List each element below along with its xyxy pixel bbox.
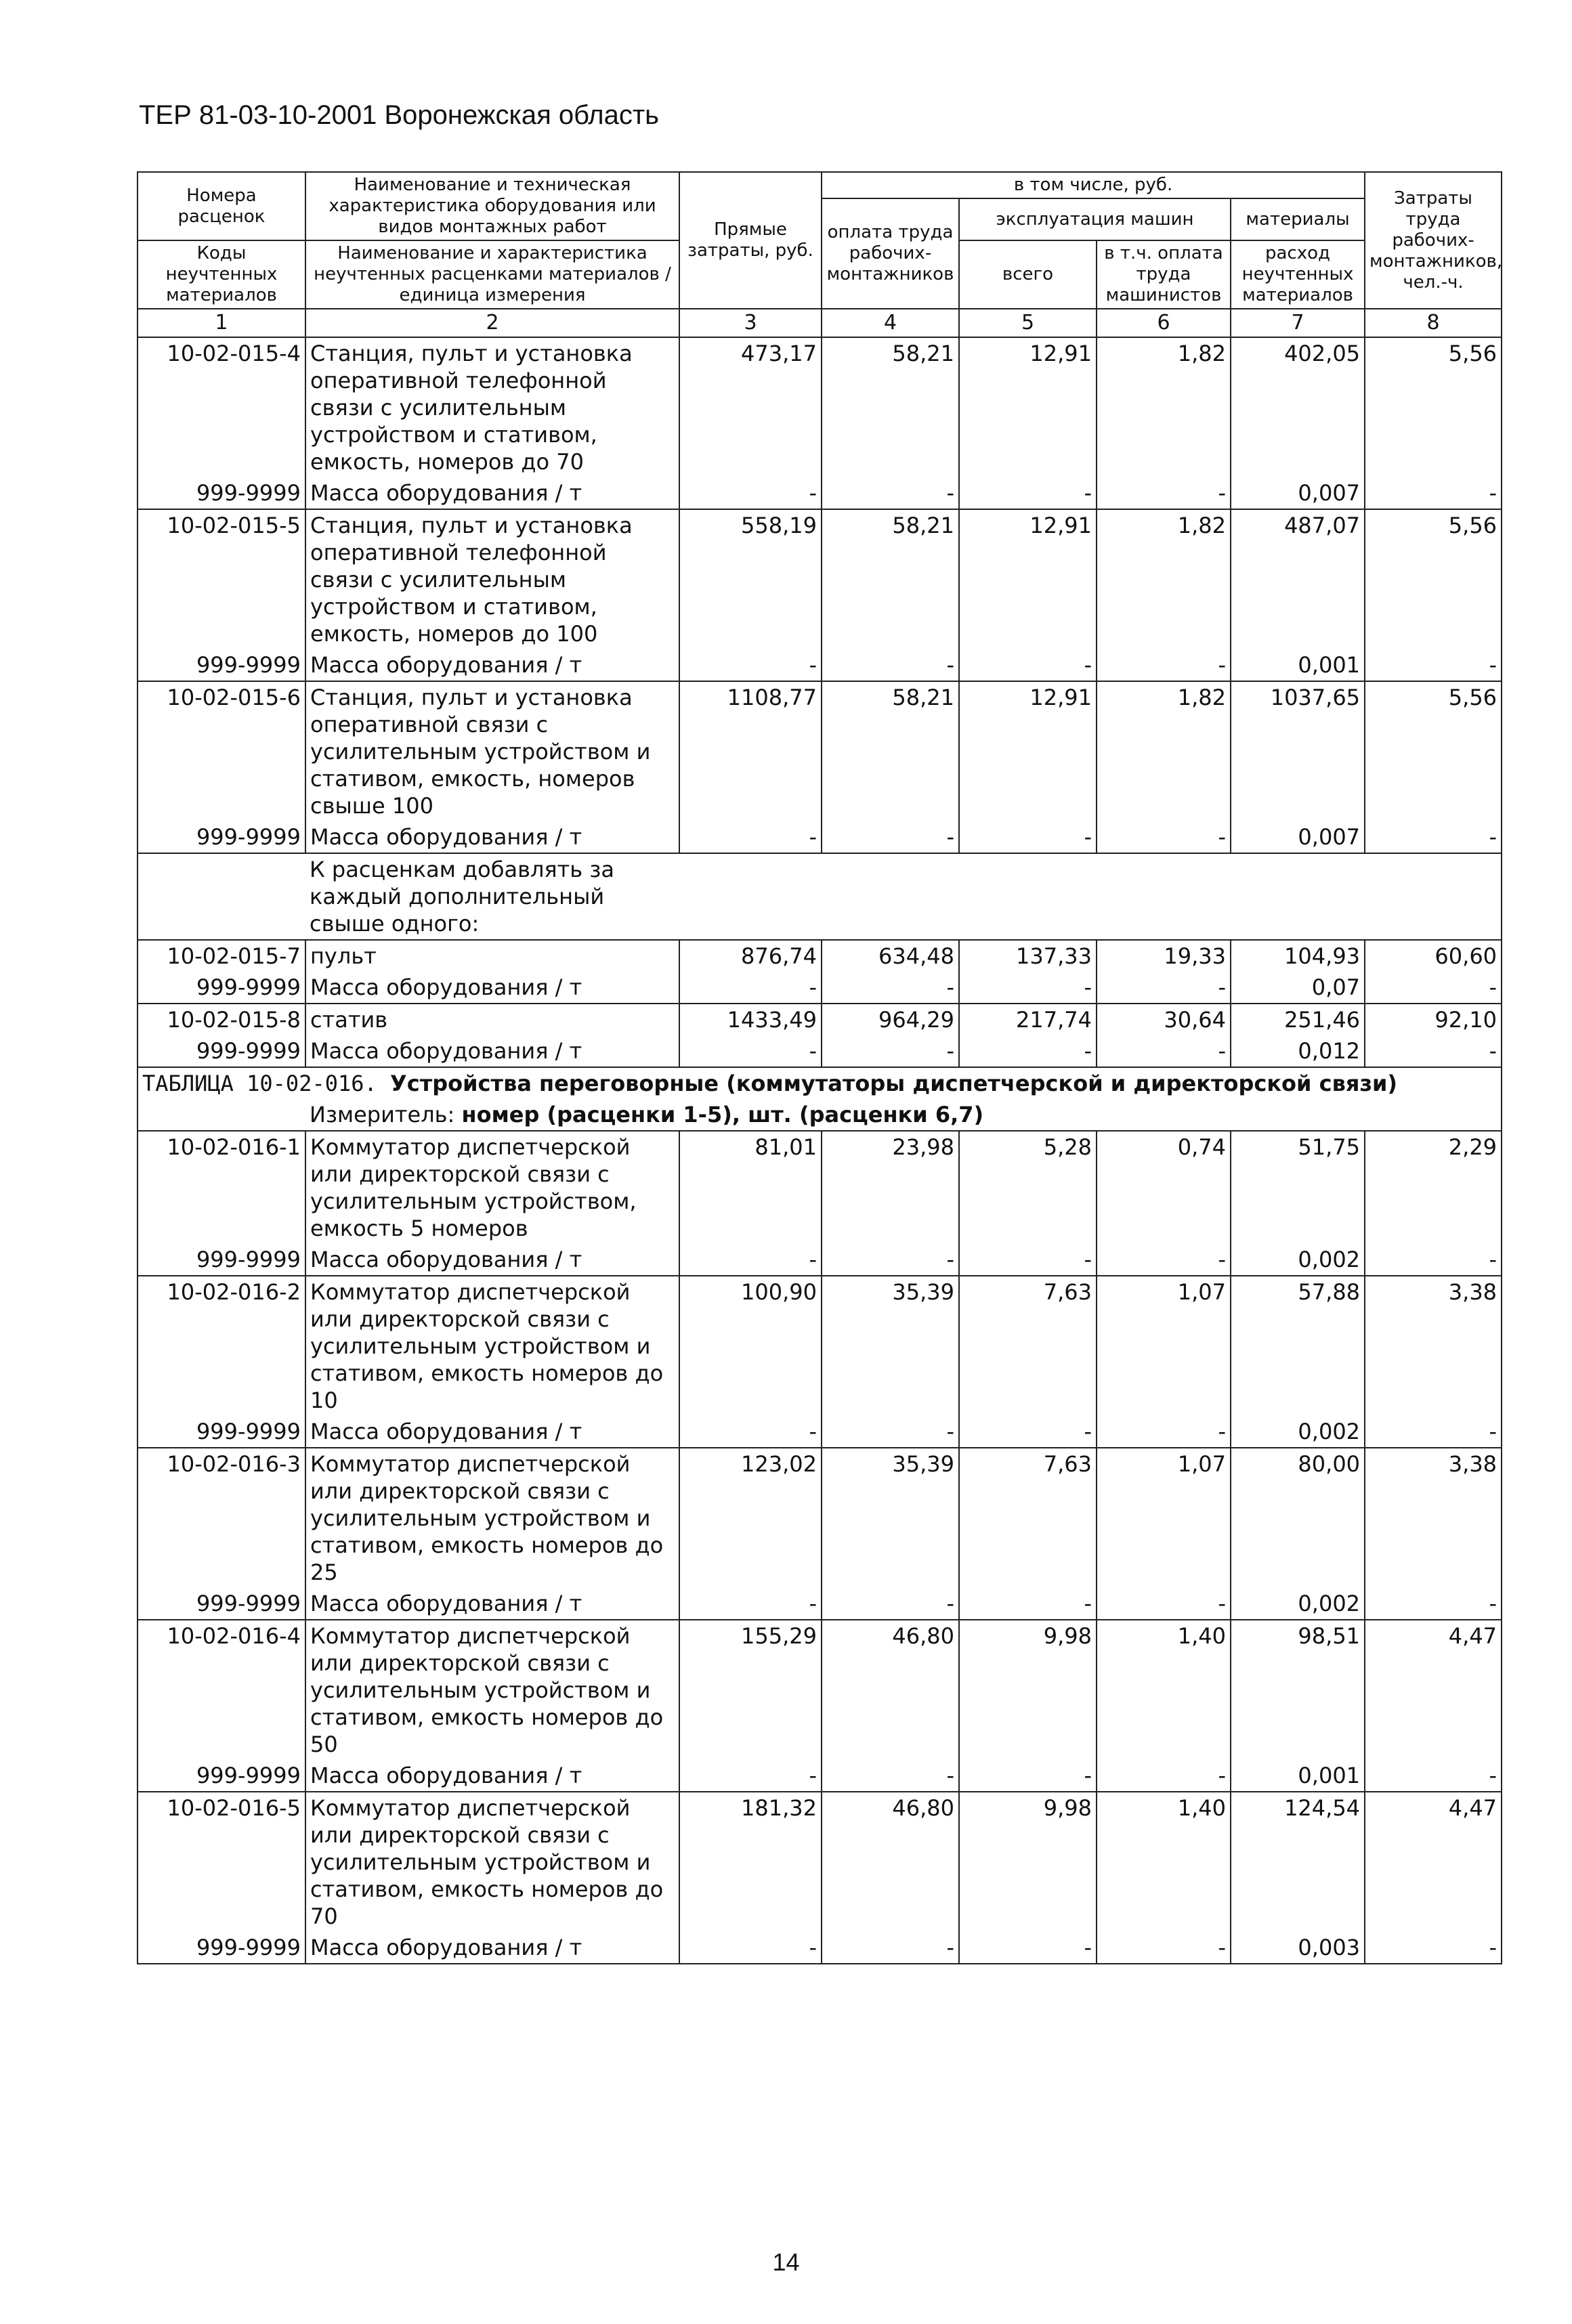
machines-total-value: 9,98 xyxy=(959,1792,1097,1932)
direct-costs-value: 1433,49 xyxy=(679,1004,822,1035)
rate-row xyxy=(137,681,1502,821)
table-title xyxy=(137,1067,1502,1099)
column-number: 3 xyxy=(679,309,822,337)
machinist-pay-value: 1,07 xyxy=(1097,1276,1231,1416)
material-row xyxy=(137,1244,1502,1276)
rate-code: 10-02-015-4 xyxy=(137,337,305,477)
worker-pay-value: - xyxy=(822,972,959,1004)
header-rate-numbers: Номера расценок xyxy=(137,172,305,240)
machines-total-value: - xyxy=(959,649,1097,681)
rates-table xyxy=(137,171,1502,1964)
labor-costs-value: - xyxy=(1365,1932,1502,1964)
rate-name: Станция, пульт и установка оперативной телефонной связи с усилительным устройством и стативом, емкость, номеров до 100 xyxy=(305,509,679,649)
worker-pay-value: - xyxy=(822,477,959,509)
worker-pay-value: 964,29 xyxy=(822,1004,959,1035)
worker-pay-value: - xyxy=(822,1932,959,1964)
column-numbers-row xyxy=(137,309,1502,337)
machines-total-value: 7,63 xyxy=(959,1276,1097,1416)
rate-code: 10-02-015-8 xyxy=(137,1004,305,1035)
rows-table-015-additional xyxy=(137,940,1502,1067)
rate-name: Масса оборудования / т xyxy=(305,649,679,681)
labor-costs-value: 5,56 xyxy=(1365,681,1502,821)
machines-total-value: - xyxy=(959,972,1097,1004)
direct-costs-value: 876,74 xyxy=(679,940,822,972)
rate-code: 10-02-015-5 xyxy=(137,509,305,649)
machines-total-value: 12,91 xyxy=(959,681,1097,821)
material-row xyxy=(137,1760,1502,1792)
table-title-section xyxy=(137,1067,1502,1131)
rate-name: Коммутатор диспетчерской или директорской связи с усилительным устройством и стативом, емкость номеров до 25 xyxy=(305,1448,679,1588)
measure-text: номер (расценки 1-5), шт. (расценки 6,7) xyxy=(461,1102,984,1127)
rate-row xyxy=(137,940,1502,972)
machinist-pay-value: 19,33 xyxy=(1097,940,1231,972)
materials-value: 0,002 xyxy=(1231,1244,1365,1276)
machines-total-value: - xyxy=(959,477,1097,509)
materials-value: 0,007 xyxy=(1231,477,1365,509)
header-material-names: Наименование и характеристика неучтенных расценками материалов / единица измерения xyxy=(305,240,679,309)
labor-costs-value: 4,47 xyxy=(1365,1620,1502,1760)
rate-row xyxy=(137,1448,1502,1588)
labor-costs-value: - xyxy=(1365,1035,1502,1067)
machines-total-value: 137,33 xyxy=(959,940,1097,972)
materials-value: 98,51 xyxy=(1231,1620,1365,1760)
direct-costs-value: 123,02 xyxy=(679,1448,822,1588)
header-materials: материалы xyxy=(1231,198,1365,240)
table-title-text: Устройства переговорные (коммутаторы диспетчерской и директорской связи) xyxy=(390,1071,1397,1096)
materials-value: 1037,65 xyxy=(1231,681,1365,821)
machinist-pay-value: 1,82 xyxy=(1097,337,1231,477)
rate-code: 10-02-016-5 xyxy=(137,1792,305,1932)
direct-costs-value: - xyxy=(679,1932,822,1964)
materials-value: 57,88 xyxy=(1231,1276,1365,1416)
column-number: 2 xyxy=(305,309,679,337)
materials-value: 0,002 xyxy=(1231,1588,1365,1620)
rate-row xyxy=(137,337,1502,477)
direct-costs-value: - xyxy=(679,1416,822,1448)
materials-value: 80,00 xyxy=(1231,1448,1365,1588)
column-number: 7 xyxy=(1231,309,1365,337)
worker-pay-value: - xyxy=(822,821,959,853)
materials-value: 0,012 xyxy=(1231,1035,1365,1067)
labor-costs-value: 5,56 xyxy=(1365,509,1502,649)
rate-row xyxy=(137,1131,1502,1244)
machinist-pay-value: - xyxy=(1097,649,1231,681)
labor-costs-value: - xyxy=(1365,1244,1502,1276)
note-additional: К расценкам добавлять за каждый дополнительный свыше одного: xyxy=(305,853,679,940)
rate-name: Масса оборудования / т xyxy=(305,1035,679,1067)
machines-total-value: - xyxy=(959,1588,1097,1620)
material-row xyxy=(137,1035,1502,1067)
labor-costs-value: - xyxy=(1365,972,1502,1004)
direct-costs-value: 155,29 xyxy=(679,1620,822,1760)
worker-pay-value: - xyxy=(822,649,959,681)
direct-costs-value: 81,01 xyxy=(679,1131,822,1244)
worker-pay-value: - xyxy=(822,1244,959,1276)
column-number: 4 xyxy=(822,309,959,337)
materials-value: 51,75 xyxy=(1231,1131,1365,1244)
labor-costs-value: - xyxy=(1365,477,1502,509)
measure-prefix: Измеритель: xyxy=(310,1102,455,1127)
materials-value: 0,001 xyxy=(1231,649,1365,681)
rate-code: 10-02-016-1 xyxy=(137,1131,305,1244)
header-work-name: Наименование и техническая характеристика оборудования или видов монтажных работ xyxy=(305,172,679,240)
worker-pay-value: 35,39 xyxy=(822,1448,959,1588)
worker-pay-value: 58,21 xyxy=(822,681,959,821)
machinist-pay-value: - xyxy=(1097,1760,1231,1792)
document-header: ТЕР 81-03-10-2001 Воронежская область xyxy=(139,100,660,130)
labor-costs-value: 2,29 xyxy=(1365,1131,1502,1244)
rate-row xyxy=(137,1620,1502,1760)
machinist-pay-value: 1,82 xyxy=(1097,509,1231,649)
worker-pay-value: 35,39 xyxy=(822,1276,959,1416)
rate-name: Масса оборудования / т xyxy=(305,1760,679,1792)
direct-costs-value: - xyxy=(679,1244,822,1276)
worker-pay-value: - xyxy=(822,1760,959,1792)
labor-costs-value: - xyxy=(1365,821,1502,853)
rate-name: Коммутатор диспетчерской или директорской связи с усилительным устройством и стативом, емкость номеров до 50 xyxy=(305,1620,679,1760)
measure-line xyxy=(305,1099,1502,1131)
machinist-pay-value: - xyxy=(1097,821,1231,853)
labor-costs-value: 3,38 xyxy=(1365,1276,1502,1416)
header-material-consumption: расход неучтенных материалов xyxy=(1231,240,1365,309)
rate-row xyxy=(137,1792,1502,1932)
direct-costs-value: - xyxy=(679,821,822,853)
worker-pay-value: - xyxy=(822,1416,959,1448)
materials-value: 487,07 xyxy=(1231,509,1365,649)
machines-total-value: - xyxy=(959,1760,1097,1792)
machines-total-value: - xyxy=(959,1932,1097,1964)
page-number: 14 xyxy=(772,2248,800,2276)
rate-code: 999-9999 xyxy=(137,972,305,1004)
materials-value: 251,46 xyxy=(1231,1004,1365,1035)
direct-costs-value: 558,19 xyxy=(679,509,822,649)
machines-total-value: 12,91 xyxy=(959,337,1097,477)
machinist-pay-value: - xyxy=(1097,477,1231,509)
labor-costs-value: 3,38 xyxy=(1365,1448,1502,1588)
rate-name: Масса оборудования / т xyxy=(305,821,679,853)
rate-name: Коммутатор диспетчерской или директорской связи с усилительным устройством и стативом, емкость номеров до 10 xyxy=(305,1276,679,1416)
labor-costs-value: 5,56 xyxy=(1365,337,1502,477)
labor-costs-value: - xyxy=(1365,1416,1502,1448)
labor-costs-value: 4,47 xyxy=(1365,1792,1502,1932)
header-machines-total: всего xyxy=(959,240,1097,309)
rate-name: Масса оборудования / т xyxy=(305,972,679,1004)
materials-value: 0,007 xyxy=(1231,821,1365,853)
direct-costs-value: - xyxy=(679,1760,822,1792)
rate-code: 999-9999 xyxy=(137,1244,305,1276)
rows-table-015 xyxy=(137,337,1502,853)
table-header xyxy=(137,172,1502,309)
rate-row xyxy=(137,1004,1502,1035)
direct-costs-value: - xyxy=(679,477,822,509)
rate-code: 999-9999 xyxy=(137,1416,305,1448)
machinist-pay-value: - xyxy=(1097,1932,1231,1964)
labor-costs-value: 60,60 xyxy=(1365,940,1502,972)
direct-costs-value: 181,32 xyxy=(679,1792,822,1932)
machines-total-value: - xyxy=(959,1244,1097,1276)
rate-code: 999-9999 xyxy=(137,1760,305,1792)
machinist-pay-value: 1,40 xyxy=(1097,1792,1231,1932)
header-labor-costs: Затраты труда рабочих-монтажников, чел.-ч. xyxy=(1365,172,1502,309)
worker-pay-value: 23,98 xyxy=(822,1131,959,1244)
direct-costs-value: 1108,77 xyxy=(679,681,822,821)
rate-name: Масса оборудования / т xyxy=(305,477,679,509)
machinist-pay-value: 0,74 xyxy=(1097,1131,1231,1244)
rate-name: статив xyxy=(305,1004,679,1035)
rate-name: Масса оборудования / т xyxy=(305,1416,679,1448)
header-including: в том числе, руб. xyxy=(822,172,1365,198)
materials-value: 0,001 xyxy=(1231,1760,1365,1792)
machinist-pay-value: 1,82 xyxy=(1097,681,1231,821)
worker-pay-value: - xyxy=(822,1588,959,1620)
machinist-pay-value: 1,07 xyxy=(1097,1448,1231,1588)
materials-value: 402,05 xyxy=(1231,337,1365,477)
rate-name: Масса оборудования / т xyxy=(305,1588,679,1620)
material-row xyxy=(137,1588,1502,1620)
column-number: 6 xyxy=(1097,309,1231,337)
column-number: 1 xyxy=(137,309,305,337)
header-direct-costs: Прямые затраты, руб. xyxy=(679,172,822,309)
rate-code: 10-02-016-4 xyxy=(137,1620,305,1760)
rate-code: 999-9999 xyxy=(137,1035,305,1067)
direct-costs-value: 473,17 xyxy=(679,337,822,477)
machines-total-value: 7,63 xyxy=(959,1448,1097,1588)
worker-pay-value: 634,48 xyxy=(822,940,959,972)
rate-code: 999-9999 xyxy=(137,649,305,681)
machines-total-value: 217,74 xyxy=(959,1004,1097,1035)
rate-code: 999-9999 xyxy=(137,821,305,853)
table-title-label: ТАБЛИЦА 10-02-016. xyxy=(142,1071,377,1096)
material-row xyxy=(137,1932,1502,1964)
direct-costs-value: - xyxy=(679,649,822,681)
rate-code: 10-02-016-2 xyxy=(137,1276,305,1416)
rate-code: 999-9999 xyxy=(137,477,305,509)
column-number: 8 xyxy=(1365,309,1502,337)
machines-total-value: 9,98 xyxy=(959,1620,1097,1760)
worker-pay-value: 58,21 xyxy=(822,509,959,649)
rate-name: Коммутатор диспетчерской или директорской связи с усилительным устройством и стативом, емкость номеров до 70 xyxy=(305,1792,679,1932)
rate-name: Масса оборудования / т xyxy=(305,1932,679,1964)
rows-table-016 xyxy=(137,1131,1502,1964)
direct-costs-value: - xyxy=(679,972,822,1004)
rate-code: 999-9999 xyxy=(137,1932,305,1964)
material-row xyxy=(137,1416,1502,1448)
rate-name: Станция, пульт и установка оперативной связи с усилительным устройством и стативом, емкость, номеров свыше 100 xyxy=(305,681,679,821)
rate-name: Коммутатор диспетчерской или директорской связи с усилительным устройством, емкость 5 номеров xyxy=(305,1131,679,1244)
rate-code: 10-02-015-7 xyxy=(137,940,305,972)
worker-pay-value: 58,21 xyxy=(822,337,959,477)
material-row xyxy=(137,477,1502,509)
direct-costs-value: 100,90 xyxy=(679,1276,822,1416)
machinist-pay-value: - xyxy=(1097,972,1231,1004)
labor-costs-value: - xyxy=(1365,1588,1502,1620)
header-machine-operation: эксплуатация машин xyxy=(959,198,1231,240)
rate-code: 10-02-016-3 xyxy=(137,1448,305,1588)
rate-code: 999-9999 xyxy=(137,1588,305,1620)
worker-pay-value: - xyxy=(822,1035,959,1067)
header-machinist-pay: в т.ч. оплата труда машинистов xyxy=(1097,240,1231,309)
materials-value: 0,002 xyxy=(1231,1416,1365,1448)
material-row xyxy=(137,972,1502,1004)
rate-row xyxy=(137,509,1502,649)
machinist-pay-value: - xyxy=(1097,1035,1231,1067)
header-worker-pay: оплата труда рабочих-монтажников xyxy=(822,198,959,309)
worker-pay-value: 46,80 xyxy=(822,1792,959,1932)
column-number: 5 xyxy=(959,309,1097,337)
machines-total-value: - xyxy=(959,821,1097,853)
direct-costs-value: - xyxy=(679,1588,822,1620)
rate-name: Станция, пульт и установка оперативной телефонной связи с усилительным устройством и стативом, емкость, номеров до 70 xyxy=(305,337,679,477)
direct-costs-value: - xyxy=(679,1035,822,1067)
materials-value: 0,003 xyxy=(1231,1932,1365,1964)
materials-value: 104,93 xyxy=(1231,940,1365,972)
machinist-pay-value: - xyxy=(1097,1416,1231,1448)
note-section xyxy=(137,853,1502,940)
labor-costs-value: - xyxy=(1365,1760,1502,1792)
machines-total-value: - xyxy=(959,1416,1097,1448)
materials-value: 124,54 xyxy=(1231,1792,1365,1932)
machines-total-value: 12,91 xyxy=(959,509,1097,649)
machinist-pay-value: - xyxy=(1097,1588,1231,1620)
machines-total-value: 5,28 xyxy=(959,1131,1097,1244)
worker-pay-value: 46,80 xyxy=(822,1620,959,1760)
machinist-pay-value: - xyxy=(1097,1244,1231,1276)
material-row xyxy=(137,649,1502,681)
machinist-pay-value: 1,40 xyxy=(1097,1620,1231,1760)
rate-row xyxy=(137,1276,1502,1416)
machines-total-value: - xyxy=(959,1035,1097,1067)
rate-name: пульт xyxy=(305,940,679,972)
labor-costs-value: - xyxy=(1365,649,1502,681)
material-row xyxy=(137,821,1502,853)
labor-costs-value: 92,10 xyxy=(1365,1004,1502,1035)
machinist-pay-value: 30,64 xyxy=(1097,1004,1231,1035)
header-material-codes: Коды неучтенных материалов xyxy=(137,240,305,309)
rate-code: 10-02-015-6 xyxy=(137,681,305,821)
materials-value: 0,07 xyxy=(1231,972,1365,1004)
rate-name: Масса оборудования / т xyxy=(305,1244,679,1276)
